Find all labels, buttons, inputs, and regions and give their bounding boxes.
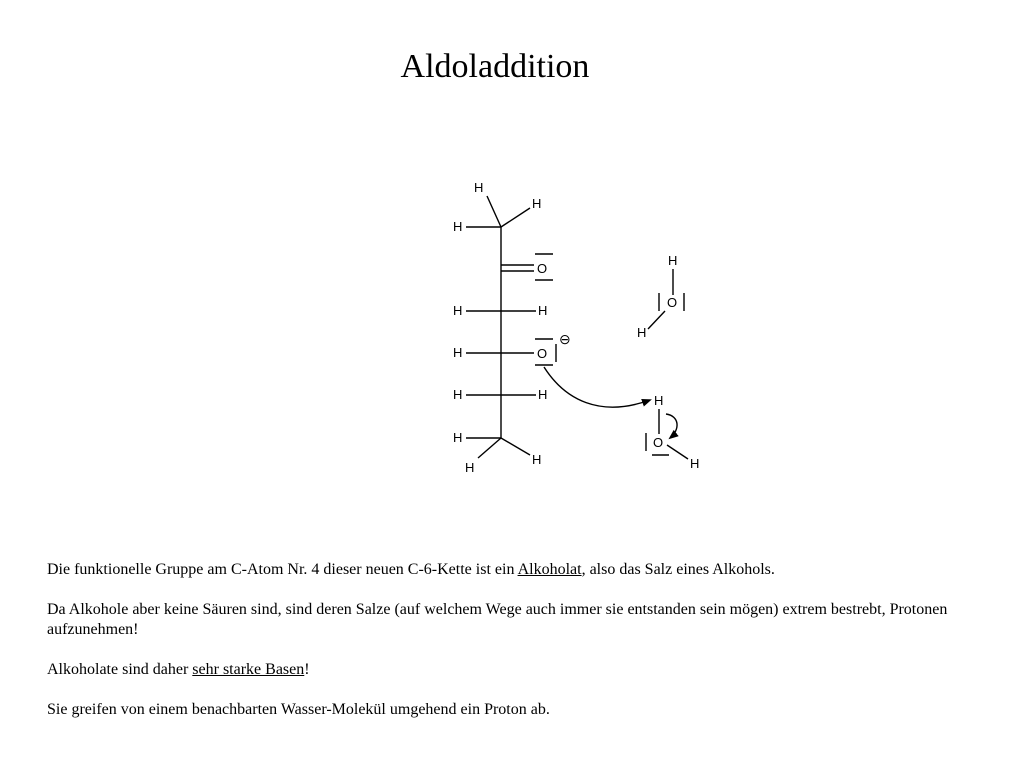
explanation-text: [47, 560, 987, 740]
paragraph-1: Die funktionelle Gruppe am C-Atom Nr. 4 dieser neuen C-6-Kette ist ein Alkoholat, also das Salz eines Alkohols.: [47, 561, 775, 578]
atom-h: H: [532, 196, 542, 211]
atom-o-water: O: [667, 295, 678, 310]
paragraph-2: Da Alkohole aber keine Säuren sind, sind deren Salze (auf welchem Wege auch immer sie entstanden sein mögen) extrem bestrebt, Protonen aufzunehmen!: [47, 601, 948, 638]
atom-h: H: [538, 387, 548, 402]
alkoholat-link[interactable]: Alkoholat: [517, 561, 582, 578]
paragraph-3: Alkoholate sind daher sehr starke Basen!: [47, 661, 310, 678]
bond-water-o-h: [648, 311, 665, 329]
atom-h: H: [532, 452, 542, 467]
atom-h: H: [538, 303, 548, 318]
page-title: Aldoladdition: [400, 48, 590, 85]
bond-c6-h-down: [478, 438, 501, 458]
atom-h: H: [453, 387, 463, 402]
atom-h: H: [654, 393, 664, 408]
atom-h: H: [465, 460, 475, 475]
bond-c1-h-right: [501, 208, 530, 227]
atom-h: H: [637, 325, 647, 340]
atom-h: H: [453, 430, 463, 445]
paragraph-4: Sie greifen von einem benachbarten Wasser-Molekül umgehend ein Proton ab.: [47, 701, 550, 718]
negative-charge: ⊖: [559, 331, 571, 347]
atom-h: H: [668, 253, 678, 268]
atom-h: H: [474, 180, 484, 195]
atom-o-water: O: [653, 435, 664, 450]
starke-basen-link[interactable]: sehr starke Basen: [192, 661, 305, 678]
bond-c1-h-up: [487, 196, 501, 227]
bond-c6-h-right: [501, 438, 530, 455]
bond-water-o-h: [667, 445, 688, 459]
atom-h: H: [690, 456, 700, 471]
electron-shift-arrow: [666, 414, 677, 438]
atom-h: H: [453, 219, 463, 234]
atom-o-alkoholat: O: [537, 346, 548, 361]
atom-h: H: [453, 303, 463, 318]
proton-transfer-arrow: [544, 367, 650, 407]
atom-h: H: [453, 345, 463, 360]
atom-o-carbonyl: O: [537, 261, 548, 276]
